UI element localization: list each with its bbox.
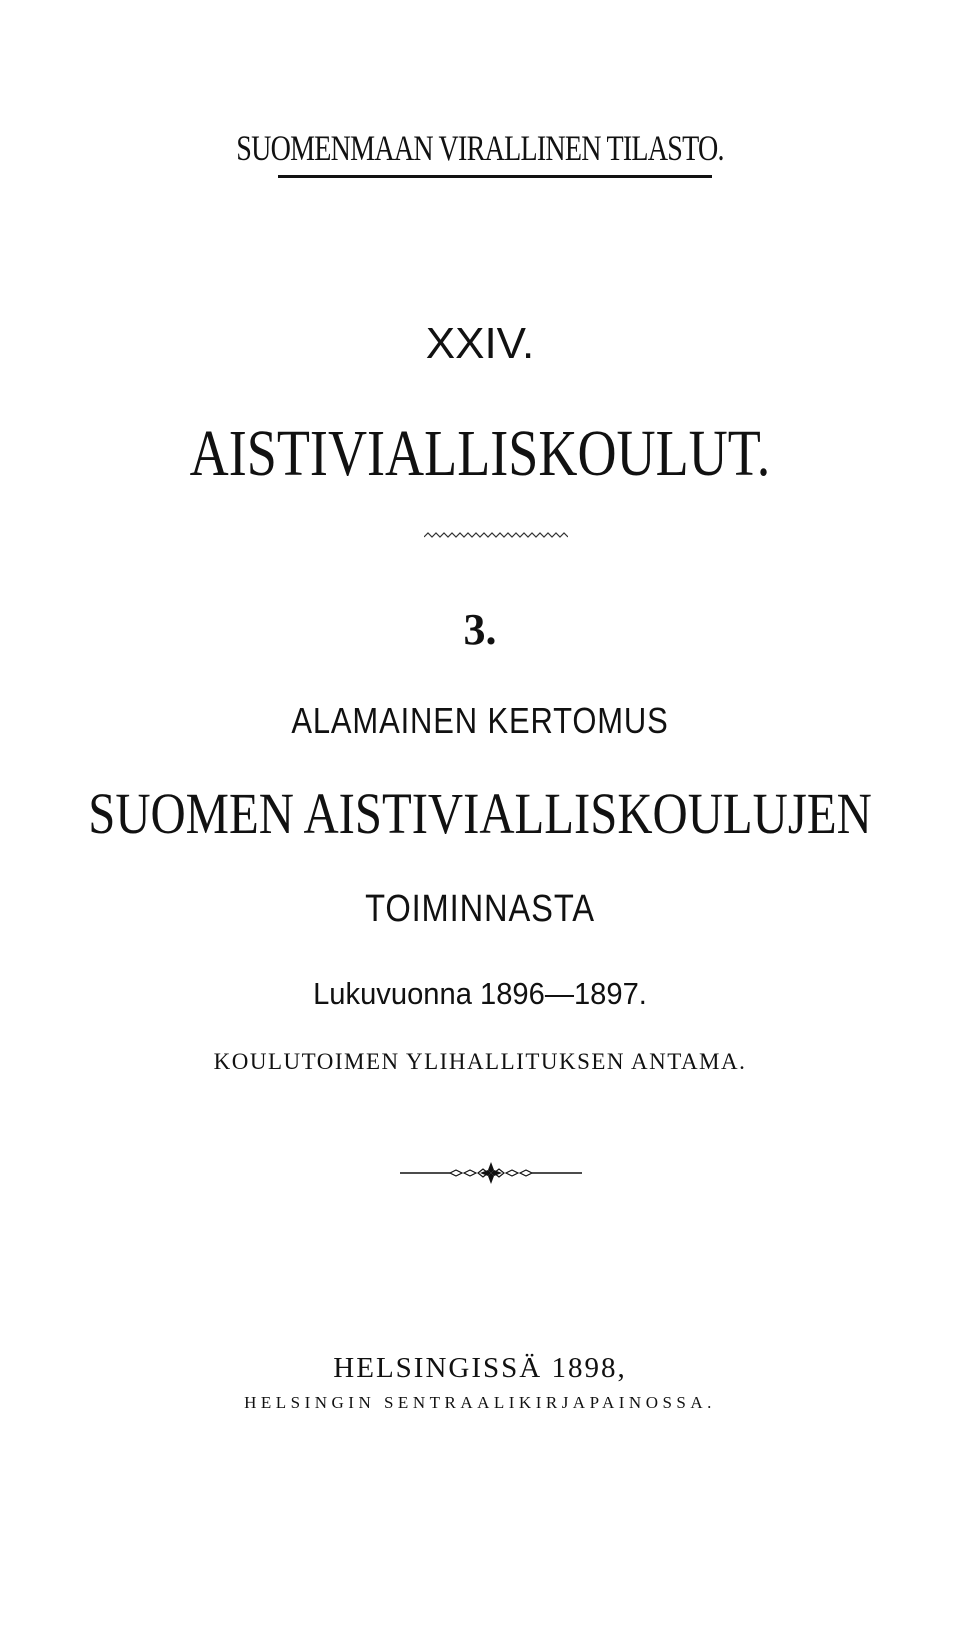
- volume-number: XXIV.: [425, 319, 535, 368]
- report-subject: SUOMEN AISTIVIALLISKOULUJEN: [88, 781, 872, 846]
- part-number: 3.: [463, 605, 497, 654]
- school-years: Lukuvuonna 1896—1897.: [313, 976, 647, 1011]
- ornament-divider-icon: [400, 1160, 582, 1186]
- subject-title: AISTIVIALLISKOULUT.: [189, 417, 771, 490]
- printer-line: HELSINGIN SENTRAALIKIRJAPAINOSSA.: [244, 1393, 716, 1412]
- issuer-line: KOULUTOIMEN YLIHALLITUKSEN ANTAMA.: [213, 1049, 747, 1074]
- series-title: SUOMENMAAN VIRALLINEN TILASTO.: [236, 128, 724, 168]
- report-activity: TOIMINNASTA: [365, 888, 595, 930]
- report-type: ALAMAINEN KERTOMUS: [291, 700, 669, 741]
- wavy-divider: [424, 530, 568, 544]
- place-and-year: HELSINGISSÄ 1898,: [333, 1352, 627, 1384]
- series-underline: [278, 175, 712, 178]
